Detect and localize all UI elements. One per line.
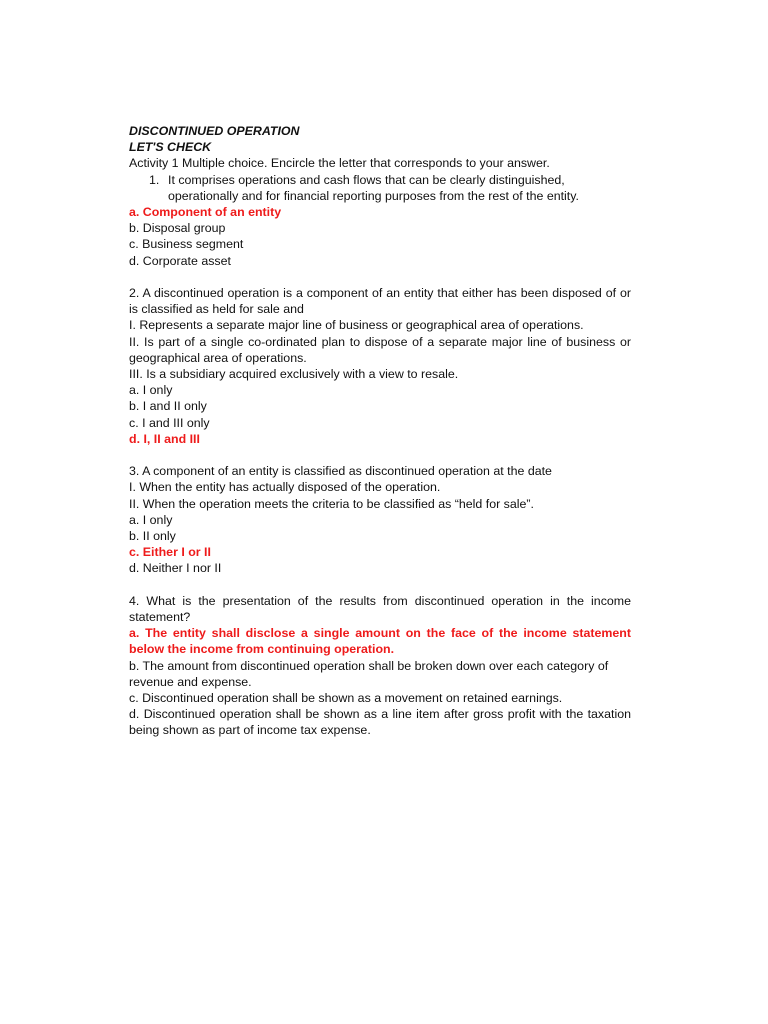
question-3-option-c: c. Either I or II: [129, 545, 211, 560]
question-1-stem-line1: It comprises operations and cash flows that can be clearly distinguished,: [168, 172, 565, 187]
question-4-option-b-continued: revenue and expense.: [129, 674, 252, 689]
question-3-stem: 3. A component of an entity is classified as discontinued operation at the date: [129, 464, 552, 479]
document-page: [129, 123, 631, 739]
question-1-option-c: c. Business segment: [129, 237, 244, 252]
question-1-option-b: b. Disposal group: [129, 221, 226, 236]
question-1-stem-line2: operationally and for financial reporting purposes from the rest of the entity.: [168, 188, 579, 203]
question-3: [129, 463, 631, 576]
document-subtitle: LET'S CHECK: [129, 140, 212, 155]
question-2-option-a: a. I only: [129, 383, 173, 398]
question-2-item-iii: III. Is a subsidiary acquired exclusively with a view to resale.: [129, 367, 459, 382]
question-1-option-d: d. Corporate asset: [129, 253, 231, 268]
activity-instructions: Activity 1 Multiple choice. Encircle the letter that corresponds to your answer.: [129, 156, 550, 171]
question-3-option-a: a. I only: [129, 512, 173, 527]
question-2-stem: 2. A discontinued operation is a component of an entity that either has been disposed of or is classified as held for sale and: [129, 286, 631, 317]
question-3-option-d: d. Neither I nor II: [129, 561, 222, 576]
question-4-option-d: d. Discontinued operation shall be shown as a line item after gross profit with the taxation being shown as part of income tax expense.: [129, 707, 631, 738]
question-1-option-a: a. Component of an entity: [129, 205, 282, 220]
question-4: [129, 593, 631, 739]
question-4-option-a: a. The entity shall disclose a single amount on the face of the income statement below the income from continuing operation.: [129, 626, 631, 657]
question-2-option-d: d. I, II and III: [129, 431, 200, 446]
question-2-option-b: b. I and II only: [129, 399, 207, 414]
question-4-option-c: c. Discontinued operation shall be shown as a movement on retained earnings.: [129, 691, 563, 706]
question-4-stem: 4. What is the presentation of the results from discontinued operation in the income statement?: [129, 593, 631, 625]
question-2-item-i: I. Represents a separate major line of business or geographical area of operations.: [129, 318, 584, 333]
question-1-number: 1.: [149, 172, 160, 187]
document-title: DISCONTINUED OPERATION: [129, 124, 300, 138]
question-2-item-ii: II. Is part of a single co-ordinated plan to dispose of a separate major line of business or geographical area of operations.: [129, 334, 631, 365]
question-3-option-b: b. II only: [129, 529, 176, 544]
question-1: [129, 172, 631, 269]
question-4-option-b: b. The amount from discontinued operation shall be broken down over each category of: [129, 658, 609, 673]
question-3-item-ii: II. When the operation meets the criteria to be classified as “held for sale”.: [129, 496, 534, 511]
question-2: [129, 285, 631, 447]
question-3-item-i: I. When the entity has actually disposed of the operation.: [129, 480, 441, 495]
question-2-option-c: c. I and III only: [129, 415, 210, 430]
